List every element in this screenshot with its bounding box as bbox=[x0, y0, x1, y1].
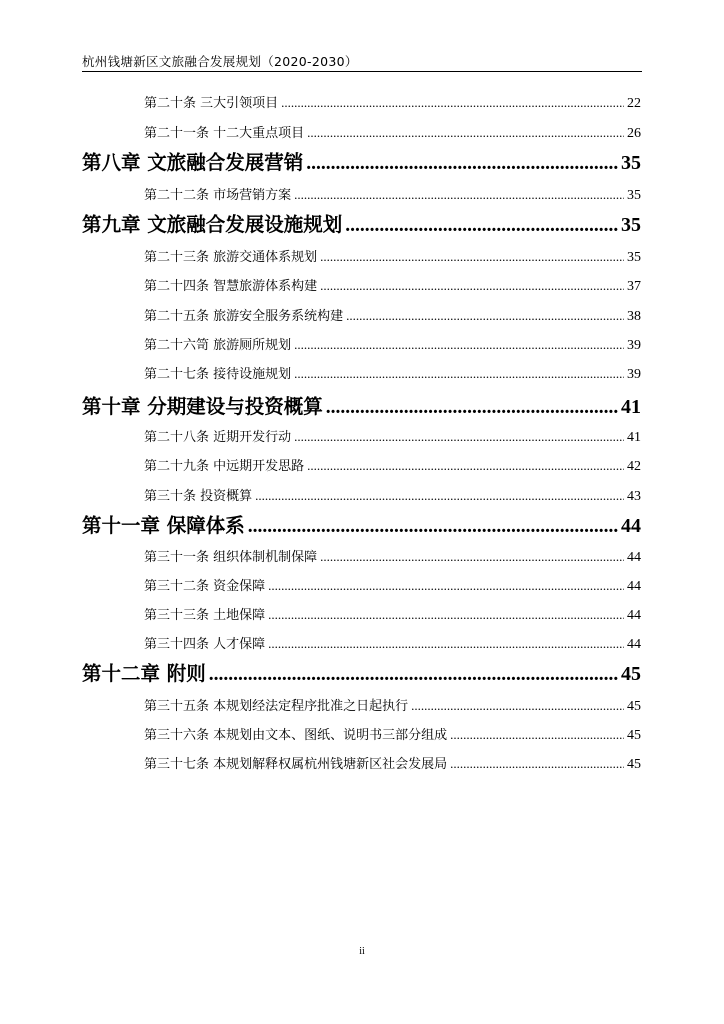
toc-chapter-page: 35 bbox=[621, 214, 641, 236]
toc-chapter[interactable] bbox=[82, 391, 641, 419]
dot-leader bbox=[307, 125, 624, 141]
toc-entry-title: 第二十条 三大引领项目 bbox=[144, 96, 279, 111]
dot-leader bbox=[306, 153, 618, 175]
toc-entry-page: 45 bbox=[627, 699, 641, 714]
toc-entry[interactable] bbox=[144, 455, 641, 475]
toc-entry-page: 44 bbox=[627, 608, 641, 623]
toc-entry-title: 第三十七条 本规划解释权属杭州钱塘新区社会发展局 bbox=[144, 757, 448, 772]
toc-entry-title: 第二十八条 近期开发行动 bbox=[144, 430, 292, 445]
toc-chapter[interactable] bbox=[82, 510, 641, 538]
toc-entry-page: 43 bbox=[627, 489, 641, 504]
toc-entry[interactable] bbox=[144, 604, 641, 624]
toc-entry-title: 第二十二条 市场营销方案 bbox=[144, 188, 292, 203]
dot-leader bbox=[345, 215, 618, 237]
toc-entry-title: 第三十一条 组织体制机制保障 bbox=[144, 550, 318, 565]
toc-entry[interactable] bbox=[144, 92, 641, 112]
toc-entry[interactable] bbox=[144, 575, 641, 595]
toc-entry[interactable] bbox=[144, 633, 641, 653]
dot-leader bbox=[294, 429, 624, 445]
dot-leader bbox=[255, 488, 624, 504]
toc-entry[interactable] bbox=[144, 724, 641, 744]
toc-chapter[interactable] bbox=[82, 209, 641, 237]
dot-leader bbox=[294, 337, 624, 353]
toc-entry[interactable] bbox=[144, 485, 641, 505]
toc-chapter-page: 45 bbox=[621, 663, 641, 685]
toc-entry-page: 44 bbox=[627, 637, 641, 652]
toc-entry-page: 45 bbox=[627, 757, 641, 772]
toc-entry[interactable] bbox=[144, 275, 641, 295]
toc-chapter-page: 35 bbox=[621, 152, 641, 174]
dot-leader bbox=[326, 397, 618, 419]
toc-entry[interactable] bbox=[144, 305, 641, 325]
running-header: 杭州钱塘新区文旅融合发展规划（2020-2030） bbox=[82, 54, 358, 69]
toc-entry-title: 第三十六条 本规划由文本、图纸、说明书三部分组成 bbox=[144, 728, 448, 743]
toc-entry-title: 第三十三条 土地保障 bbox=[144, 608, 266, 623]
toc-entry-title: 第二十四条 智慧旅游体系构建 bbox=[144, 279, 318, 294]
dot-leader bbox=[320, 549, 624, 565]
page-number: ii bbox=[359, 946, 365, 957]
toc-entry[interactable] bbox=[144, 753, 641, 773]
toc-entry-page: 45 bbox=[627, 728, 641, 743]
toc-entry-title: 第二十一条 十二大重点项目 bbox=[144, 126, 305, 141]
dot-leader bbox=[411, 698, 624, 714]
dot-leader bbox=[450, 727, 624, 743]
toc-chapter-title: 第八章 文旅融合发展营销 bbox=[82, 151, 304, 174]
toc-chapter[interactable] bbox=[82, 658, 641, 686]
toc-entry-title: 第三十二条 资金保障 bbox=[144, 579, 266, 594]
dot-leader bbox=[320, 249, 624, 265]
toc-entry-page: 44 bbox=[627, 579, 641, 594]
toc-chapter-title: 第九章 文旅融合发展设施规划 bbox=[82, 213, 343, 236]
toc-entry-title: 第二十六笥 旅游厕所规划 bbox=[144, 338, 292, 353]
toc-entry-page: 39 bbox=[627, 367, 641, 382]
toc-chapter[interactable] bbox=[82, 147, 641, 175]
dot-leader bbox=[294, 366, 624, 382]
toc-entry[interactable] bbox=[144, 426, 641, 446]
toc-chapter-page: 41 bbox=[621, 396, 641, 418]
toc-entry-page: 38 bbox=[627, 309, 641, 324]
toc-entry-page: 22 bbox=[627, 96, 641, 111]
dot-leader bbox=[209, 664, 618, 686]
toc-entry[interactable] bbox=[144, 363, 641, 383]
dot-leader bbox=[346, 308, 624, 324]
toc-chapter-page: 44 bbox=[621, 515, 641, 537]
toc-entry[interactable] bbox=[144, 122, 641, 142]
toc-entry-title: 第三十五条 本规划经法定程序批准之日起执行 bbox=[144, 699, 409, 714]
toc-entry[interactable] bbox=[144, 695, 641, 715]
toc-entry-title: 第二十九条 中远期开发思路 bbox=[144, 459, 305, 474]
toc-entry-page: 26 bbox=[627, 126, 641, 141]
toc-entry-page: 42 bbox=[627, 459, 641, 474]
toc-entry[interactable] bbox=[144, 546, 641, 566]
dot-leader bbox=[268, 607, 624, 623]
toc-entry-page: 44 bbox=[627, 550, 641, 565]
toc-chapter-title: 第十二章 附则 bbox=[82, 662, 206, 685]
toc-entry-page: 39 bbox=[627, 338, 641, 353]
toc-entry-title: 第三十四条 人才保障 bbox=[144, 637, 266, 652]
dot-leader bbox=[248, 516, 618, 538]
dot-leader bbox=[320, 278, 624, 294]
toc-chapter-title: 第十章 分期建设与投资概算 bbox=[82, 395, 323, 418]
toc-entry[interactable] bbox=[144, 184, 641, 204]
toc-entry-title: 第二十三条 旅游交通体系规划 bbox=[144, 250, 318, 265]
header-divider bbox=[82, 71, 642, 72]
dot-leader bbox=[307, 458, 624, 474]
toc-entry-page: 35 bbox=[627, 188, 641, 203]
dot-leader bbox=[450, 756, 624, 772]
dot-leader bbox=[268, 636, 624, 652]
toc-entry-page: 37 bbox=[627, 279, 641, 294]
toc-entry-page: 35 bbox=[627, 250, 641, 265]
toc-entry-title: 第二十七条 接待设施规划 bbox=[144, 367, 292, 382]
toc-chapter-title: 第十一章 保障体系 bbox=[82, 514, 245, 537]
dot-leader bbox=[281, 95, 624, 111]
toc-entry-title: 第二十五条 旅游安全服务系统构建 bbox=[144, 309, 344, 324]
dot-leader bbox=[268, 578, 624, 594]
toc-entry[interactable] bbox=[144, 246, 641, 266]
toc-entry-page: 41 bbox=[627, 430, 641, 445]
dot-leader bbox=[294, 187, 624, 203]
toc-entry[interactable] bbox=[144, 334, 641, 354]
toc-entry-title: 第三十条 投资概算 bbox=[144, 489, 253, 504]
